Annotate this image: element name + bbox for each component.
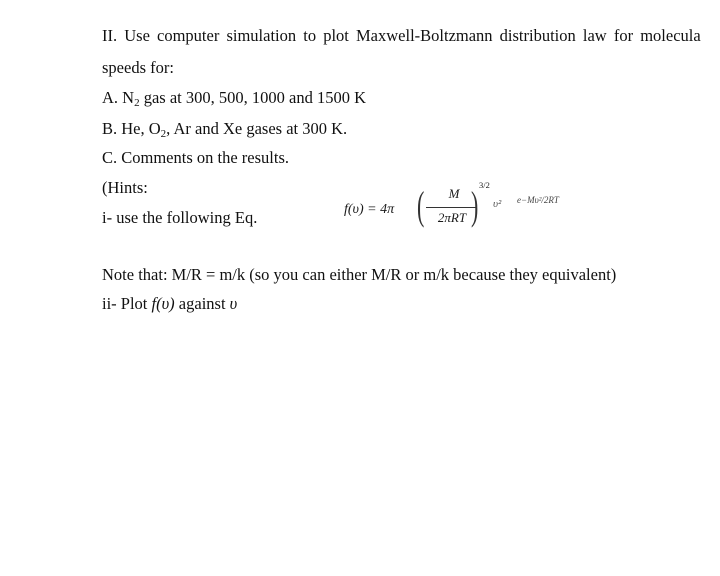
equation-numerator: M bbox=[448, 186, 460, 201]
fraction-bar bbox=[426, 207, 476, 208]
item-a-suffix: gas at 300, 500, 1000 and 1500 K bbox=[139, 88, 366, 107]
item-a-prefix: A. N bbox=[102, 88, 135, 107]
hint-ii-function: f(υ) bbox=[151, 294, 175, 313]
note-line: Note that: M/R = m/k (so you can either M/R or m/k because they equivalent) bbox=[102, 265, 617, 284]
equation-v-squared: υ² bbox=[493, 198, 502, 210]
item-b bbox=[102, 119, 347, 139]
hints-label: (Hints: bbox=[102, 178, 148, 197]
question-heading-continued: speeds for: bbox=[102, 58, 174, 77]
equation-denominator: 2πRT bbox=[437, 210, 467, 225]
item-a bbox=[102, 88, 366, 108]
item-b-prefix: B. He, O bbox=[102, 119, 161, 138]
equation-power: 3/2 bbox=[479, 180, 490, 190]
maxwell-boltzmann-equation bbox=[336, 180, 596, 236]
equation-lhs: f(υ) = 4π bbox=[344, 202, 395, 217]
hint-ii-middle: against bbox=[174, 294, 230, 313]
item-c: C. Comments on the results. bbox=[102, 148, 289, 167]
equation-exponential: e−Mυ²/2RT bbox=[517, 195, 559, 205]
hint-ii-prefix: ii- Plot bbox=[102, 294, 152, 313]
item-b-subscript: 2 bbox=[160, 128, 167, 140]
item-b-suffix: , Ar and Xe gases at 300 K. bbox=[166, 119, 348, 138]
question-heading: II. Use computer simulation to plot Maxwell-Boltzmann distribution law for molecula bbox=[102, 26, 701, 45]
right-parenthesis: ) bbox=[470, 183, 479, 228]
hint-ii-variable: υ bbox=[229, 294, 238, 313]
hint-ii bbox=[102, 294, 237, 314]
left-parenthesis: ( bbox=[416, 183, 425, 228]
hint-i: i- use the following Eq. bbox=[102, 208, 258, 227]
item-a-subscript: 2 bbox=[134, 97, 140, 109]
